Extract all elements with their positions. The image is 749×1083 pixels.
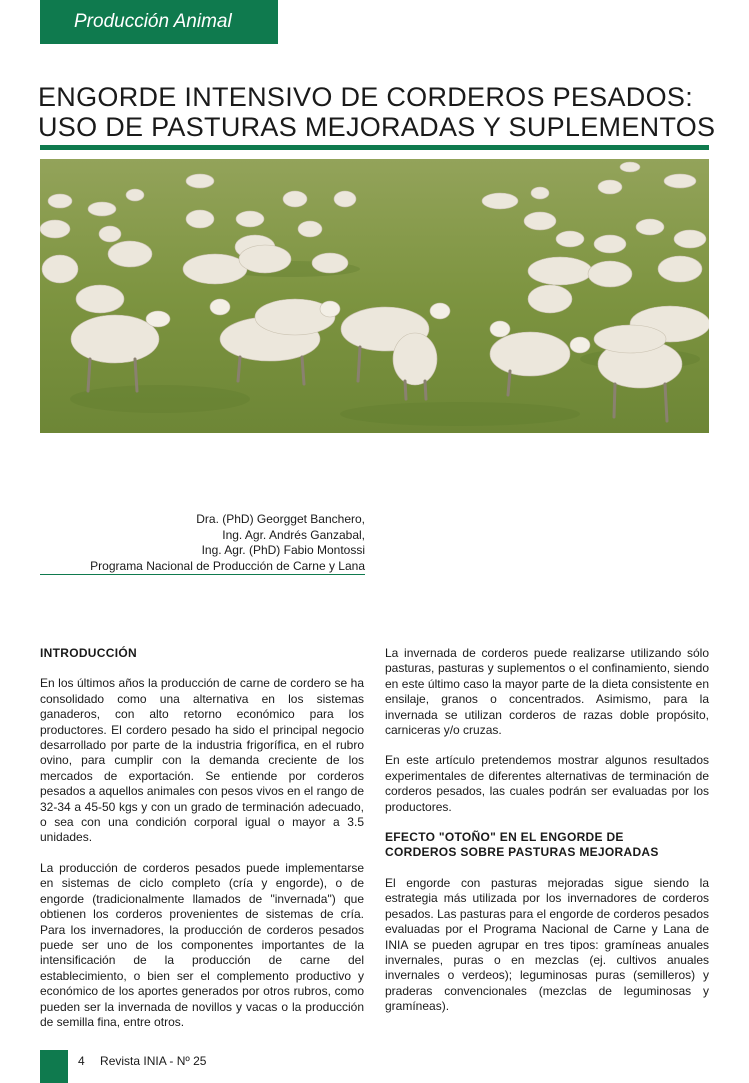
sheep-flock-illustration: [40, 159, 709, 433]
intro-paragraph-1: En los últimos años la producción de carne de cordero se ha consolidado como una alternativa en los sistemas ganaderos, con alto retorno económico para los productores. El cordero pesado ha sido el principal negocio desarrollado por parte de la industria frigorífica, en el rubro ovino, para cumplir con la demanda creciente de los mercados de exportación. Se entiende por corderos pesados a aquellos animales con pesos vivos en el rango de 32-34 a 45-50 kgs y con un grado de terminación adecuado, o sea con una condición corporal igual o mayor a 3.5 unidades.: [40, 676, 364, 845]
section-label: Producción Animal: [74, 11, 232, 32]
sheep-photo: [40, 159, 709, 433]
article-title: [38, 82, 718, 142]
magazine-name: Revista INIA - Nº 25: [100, 1054, 207, 1068]
footer-accent-block: [40, 1050, 68, 1083]
title-line-1: ENGORDE INTENSIVO DE CORDEROS PESADOS:: [38, 82, 694, 112]
otono-heading-line-1: EFECTO "OTOÑO" EN EL ENGORDE DE: [385, 830, 624, 845]
intro-paragraph-2: La producción de corderos pesados puede implementarse en sistemas de ciclo completo (cría y engorde), o de engorde (tradicionalmente llamados de "invernada") que obtienen los corderos provenientes de sistemas de cría. Para los invernadores, la producción de corderos pesados puede ser uno de los componentes importantes de la intensificación de la producción de carne del establecimiento, o bien ser el complemento productivo y económico de los aportes generados por otros rubros, como pueden ser la invernada de novillos y vacas o la producción de semilla fina, entre otros.: [40, 860, 364, 1029]
introduction-heading: INTRODUCCIÓN: [40, 646, 137, 660]
author-2: Ing. Agr. Andrés Ganzabal,: [222, 527, 365, 542]
author-1: Dra. (PhD) Georgget Banchero,: [196, 512, 365, 526]
author-block: [40, 512, 365, 574]
author-3: Ing. Agr. (PhD) Fabio Montossi: [201, 543, 365, 557]
title-rule: [40, 145, 709, 150]
page-number: 4: [78, 1054, 85, 1068]
section-tab: [40, 0, 278, 44]
right-paragraph-1: La invernada de corderos puede realizarse utilizando sólo pasturas, pasturas y suplementos o el confinamiento, siendo en este último caso la mayor parte de la dieta consistente en ensilaje, granos o concentrados. Asimismo, para la invernada se utilizan corderos de razas doble propósito, carniceras y/o cruzas.: [385, 646, 709, 738]
right-column: [385, 646, 709, 1030]
left-column: [40, 646, 364, 1045]
footer: [78, 1054, 218, 1068]
author-affiliation: Programa Nacional de Producción de Carne y Lana: [90, 558, 365, 573]
right-paragraph-3: El engorde con pasturas mejoradas sigue siendo la estrategia más utilizada por los invernadores de corderos pesados. Las pasturas para el engorde de corderos pesados evaluadas por el Programa Nacional de Carne y Lana de INIA se pueden agrupar en tres tipos: gramíneas anuales invernales, puras o en mezclas (ej. cultivos anuales invernales o verdeos); leguminosas puras (semilleros) y praderas convencionales (mezclas de leguminosas y gramíneas).: [385, 875, 709, 1014]
otono-heading-line-2: CORDEROS SOBRE PASTURAS MEJORADAS: [385, 845, 659, 860]
authors-rule: [40, 574, 365, 575]
otono-heading: [385, 830, 709, 861]
right-paragraph-2: En este artículo pretendemos mostrar algunos resultados experimentales de diferentes alternativas de terminación de corderos pesados, las cuales podrán ser evaluadas por los productores.: [385, 753, 709, 814]
title-line-2: USO DE PASTURAS MEJORADAS Y SUPLEMENTOS: [38, 112, 716, 142]
